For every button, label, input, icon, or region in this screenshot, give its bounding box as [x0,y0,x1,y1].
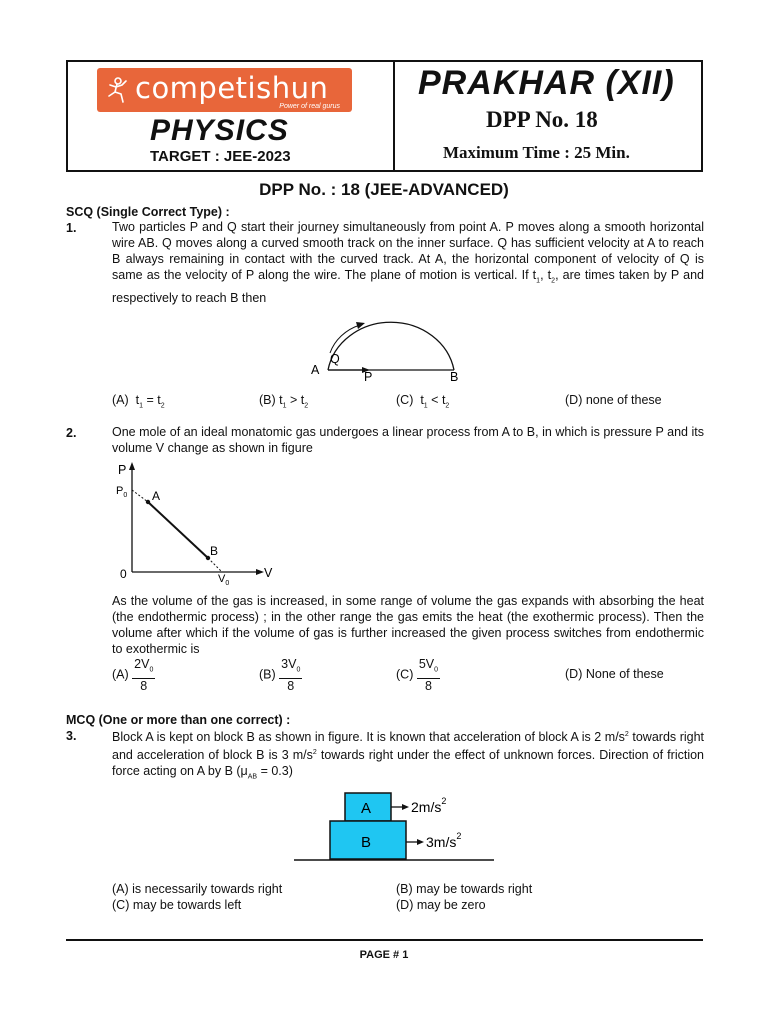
q3-text: Block A is kept on block B as shown in figure. It is known that acceleration of block A is 2 $m/s^2$ towards right and acceleration of block B is 3 $m/s^2$ towards right under the effect of unknown forces. Direction of friction force acting on A by B $(\mu_{AB} = 0.3)$ [112,730,705,781]
logo-tagline: Power of real gurus [279,103,340,110]
accel-b-label: $3m/s^2$ [426,831,462,850]
q3-option-d[interactable]: (D) may be zero [396,898,486,912]
q2-origin: 0 [120,567,127,581]
q1-text: Two particles P and Q start their journey simultaneously from point A. P moves along a smooth horizontal wire AB. Q moves along a curved smooth track on the inner surface. Q has sufficient velocity at A to reach B always remaining in contact with the curved track. At A, the horizontal component of velocity of Q is same as the velocity of P along the wire. The plane of motion is vertical. If $t_1$, $t_2$, are times taken by P and respectively to reach B then [112,220,704,305]
q3-option-a[interactable]: (A) is necessarily towards right [112,882,283,896]
q2-axis-p: P [118,463,127,477]
accel-a-label: $2m/s^2$ [411,796,447,815]
page-title: DPP No. : 18 (JEE-ADVANCED) [259,180,509,199]
q1-figure [300,305,470,385]
q2-number: 2. [66,426,77,440]
q1-option-c[interactable]: (C) $t_1 < t_2$ [396,393,450,410]
q2-graph [110,460,280,590]
logo-text: competishun [135,71,329,105]
block-a-label: A [361,800,372,817]
header-divider [393,60,395,172]
q2-option-d[interactable]: (D) None of these [565,667,664,681]
q3-number: 3. [66,729,77,743]
q2-label-b: B [210,544,219,558]
subject-title: PHYSICS [150,114,289,147]
logo-mark-icon [105,76,129,104]
page-number: PAGE # 1 [359,949,409,961]
q2-label-p0: $P_0$ [116,485,128,499]
q1-label-a: A [311,363,320,377]
q1-number: 1. [66,221,77,235]
footer-divider [66,939,703,941]
max-time: Maximum Time : 25 Min. [443,143,630,162]
section-scq-heading: SCQ (Single Correct Type) : [66,205,230,219]
section-mcq-heading: MCQ (One or more than one correct) : [66,713,291,727]
target-text: TARGET : JEE-2023 [150,148,291,165]
q1-option-a[interactable]: (A) $t_1 = t_2$ [112,393,165,410]
q2-option-b[interactable]: (B) $\frac{3V_0}{8}$ [259,657,301,693]
logo [97,68,352,112]
q2-axis-v: V [264,566,273,580]
q2-option-c[interactable]: (C) $\frac{5V_0}{8}$ [396,657,439,693]
q2-label-v0: $V_0$ [218,573,230,587]
block-b-label: B [361,834,372,851]
q1-option-b[interactable]: (B) $t_1 > t_2$ [259,393,309,410]
dpp-number: DPP No. 18 [486,107,598,132]
q3-option-c[interactable]: (C) may be towards left [112,898,242,912]
q2-text-continued: As the volume of the gas is increased, in some range of volume the gas expands with absorbing the heat (the endothermic process) ; in the other range the gas emits the heat (the exothermic process). Then the volume after which if the volume of gas is further increased the given process switches from endothermic to exothermic is [112,594,704,656]
q1-label-b: B [450,370,459,384]
q2-label-a: A [152,489,161,503]
q1-label-q: Q [330,352,340,366]
batch-title: PRAKHAR (XII) [418,64,675,102]
q2-option-a[interactable]: (A) $\frac{2V_0}{8}$ [112,657,154,693]
q3-figure [294,786,494,866]
q1-option-d[interactable]: (D) none of these [565,393,662,407]
q3-option-b[interactable]: (B) may be towards right [396,882,533,896]
q2-text: One mole of an ideal monatomic gas undergoes a linear process from A to B, in which is pressure P and its volume V change as shown in figure [112,425,704,455]
q1-label-p: P [364,370,373,384]
